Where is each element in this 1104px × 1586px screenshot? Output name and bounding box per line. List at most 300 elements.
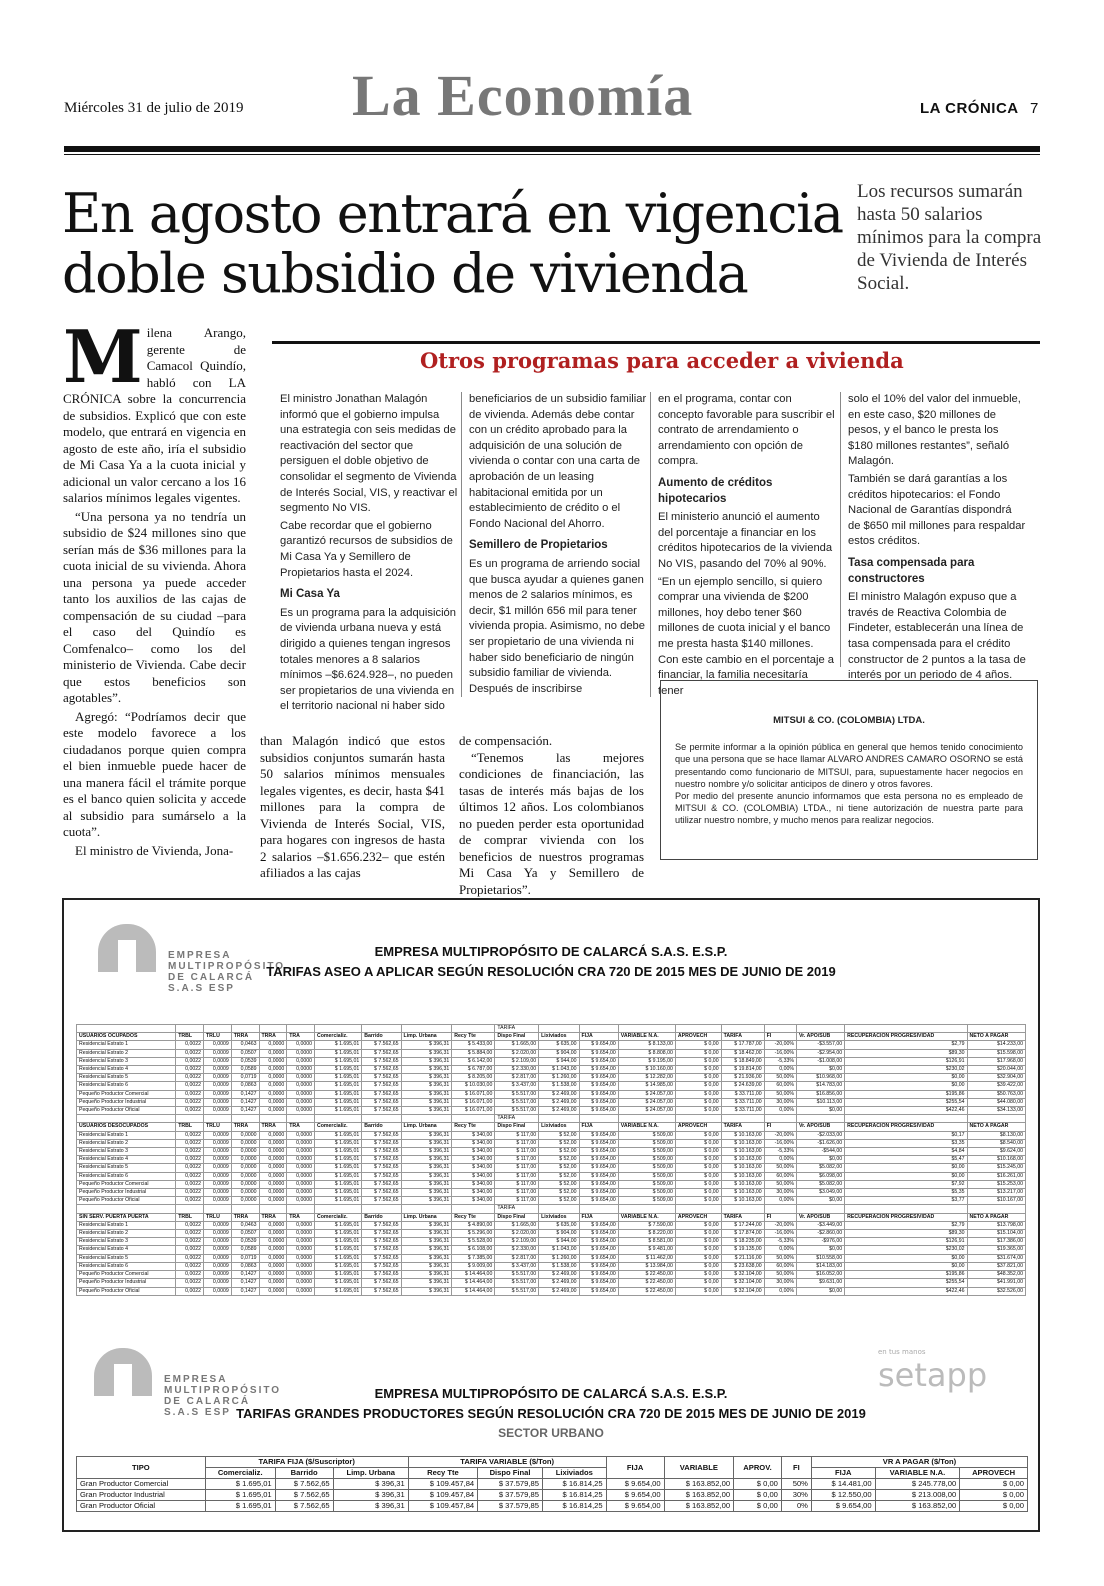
table-cell: 0,0009: [204, 1107, 232, 1115]
box-subheading: Tasa compensada para constructores: [848, 556, 975, 585]
table-cell: $ 7.562,65: [362, 1238, 401, 1246]
table-cell: $ 18.849,00: [721, 1057, 764, 1065]
table-cell: $ 9.654,00: [579, 1180, 618, 1188]
table-cell: $ 1.695,01: [315, 1098, 362, 1106]
table-cell: $ 7.562,65: [362, 1090, 401, 1098]
notice-paragraph-2: Por medio del presente anuncio informamos que esta persona no es empleado de MITSUI & CO. (COLOMBIA) LTDA., ni tiene autorización de nuestra parte para utilizar nuestro nombre, y mucho menos para realizar negocios.: [675, 791, 1023, 826]
table-cell: $89,30: [845, 1230, 967, 1238]
table-cell: $ 14.464,00: [452, 1287, 495, 1295]
table-cell: $ 12.550,00: [811, 1490, 875, 1501]
table-cell: 0,0000: [259, 1139, 287, 1147]
table-cell: $ 16.071,00: [452, 1090, 495, 1098]
table-cell: $31.674,00: [967, 1254, 1025, 1262]
table-cell: [362, 1115, 401, 1123]
table-cell: 0,1427: [231, 1098, 259, 1106]
col-header: RECUPERACION PROGRESIVIDAD: [845, 1213, 967, 1221]
table-cell: $ 0,00: [675, 1164, 721, 1172]
header-rule-thin: [64, 154, 1040, 155]
table-cell: $ 0,00: [675, 1262, 721, 1270]
table-cell: 0,0022: [176, 1230, 204, 1238]
table-cell: $ 163.852,00: [664, 1501, 733, 1512]
table-cell: Residencial Estrato 2: [77, 1049, 176, 1057]
box-paragraph: El ministro Jonathan Malagón informó que el gobierno impulsa una estrategia con seis medidas de reactivación del sector que persiguen el doble objetivo de consolidar el segmento de Vivienda de Interés Social, VIS, y reactivar el segmento No VIS.: [280, 393, 458, 515]
table-cell: 0,0000: [259, 1271, 287, 1279]
table-cell: 0,0000: [287, 1057, 315, 1065]
table-cell: 0,0000: [287, 1107, 315, 1115]
table-cell: $ 52,00: [539, 1172, 579, 1180]
table-cell: $ 7.562,65: [362, 1041, 401, 1049]
table-cell: $ 0,00: [675, 1254, 721, 1262]
table-cell: -5,33%: [764, 1238, 796, 1246]
table-cell: 0,0009: [204, 1049, 232, 1057]
table-row: [77, 1230, 1026, 1238]
table-cell: -$2.033,00: [797, 1131, 845, 1139]
table-cell: 0,0009: [204, 1041, 232, 1049]
table-cell: 0,0022: [176, 1271, 204, 1279]
table-cell: $ 24.057,00: [618, 1098, 675, 1106]
table-cell: $ 944,00: [539, 1238, 579, 1246]
table-cell: 50,00%: [764, 1164, 796, 1172]
table-cell: $ 9.654,00: [579, 1049, 618, 1057]
table-cell: $2,79: [845, 1041, 967, 1049]
table-cell: $ 396,31: [401, 1279, 452, 1287]
col-header: TRA: [287, 1033, 315, 1041]
box-paragraph: beneficiarios de un subsidio familiar de vivienda. Además debe contar con un crédito aprobado para la adquisición de una solución de vivienda o contar con una carta de aprobación de un leasing habitacional emitida por un establecimiento de crédito o el Fondo Nacional del Ahorro.: [469, 393, 647, 530]
table-cell: $ 7.562,65: [362, 1164, 401, 1172]
table-cell: $ 117,00: [495, 1189, 539, 1197]
table-cell: 0,0009: [204, 1172, 232, 1180]
table-cell: 0,0000: [259, 1131, 287, 1139]
table-cell: $ 32.104,00: [721, 1279, 764, 1287]
table-cell: $ 10.163,00: [721, 1156, 764, 1164]
table-row: [77, 1131, 1026, 1139]
table-cell: $ 13.984,00: [618, 1262, 675, 1270]
table-cell: $ 10.163,00: [721, 1164, 764, 1172]
table-cell: 0,0000: [259, 1180, 287, 1188]
table-cell: $230,02: [845, 1066, 967, 1074]
col-header: RECUPERACION PROGRESIVIDAD: [845, 1033, 967, 1041]
table-row: [77, 1148, 1026, 1156]
table-cell: $ 7.590,00: [618, 1221, 675, 1229]
table-cell: $ 1.695,01: [315, 1172, 362, 1180]
table-cell: $ 24.639,00: [721, 1082, 764, 1090]
ad-title-sector: SECTOR URBANO: [498, 1426, 604, 1440]
table-cell: $ 509,00: [618, 1180, 675, 1188]
table-cell: 0,0000: [287, 1041, 315, 1049]
table-cell: $0,00: [845, 1262, 967, 1270]
table-cell: $ 1.665,00: [495, 1041, 539, 1049]
table-cell: $ 37.579,85: [478, 1490, 543, 1501]
table-cell: 0,0000: [259, 1156, 287, 1164]
table-cell: [362, 1025, 401, 1033]
table-cell: $ 52,00: [539, 1164, 579, 1172]
table-cell: [618, 1205, 675, 1213]
table-cell: [675, 1115, 721, 1123]
table-cell: Residencial Estrato 1: [77, 1131, 176, 1139]
table-row: [77, 1501, 1028, 1512]
table-cell: $3,77: [845, 1197, 967, 1205]
table-cell: 0,0000: [259, 1098, 287, 1106]
table-cell: $ 9.654,00: [606, 1490, 664, 1501]
table-cell: 0,0022: [176, 1148, 204, 1156]
table-cell: $ 9.654,00: [579, 1090, 618, 1098]
table-cell: [259, 1025, 287, 1033]
table-cell: 0,00%: [764, 1197, 796, 1205]
table-cell: $ 32.104,00: [721, 1271, 764, 1279]
col-header: Dispo Final: [495, 1123, 539, 1131]
table-cell: $ 0,00: [675, 1180, 721, 1188]
col-header: TRRA: [259, 1213, 287, 1221]
table-cell: $ 1.695,01: [315, 1262, 362, 1270]
table-cell: 0,0000: [231, 1180, 259, 1188]
table-row: [77, 1271, 1026, 1279]
table-cell: $7,92: [845, 1180, 967, 1188]
table-cell: 0,0589: [231, 1066, 259, 1074]
table-cell: [176, 1205, 204, 1213]
table-cell: $ 9.654,00: [606, 1501, 664, 1512]
tariff-table-grandes: [76, 1456, 1028, 1512]
table-cell: $32.526,00: [967, 1287, 1025, 1295]
table-cell: $ 6.787,00: [452, 1066, 495, 1074]
table-cell: $ 1.695,01: [205, 1479, 275, 1490]
table-cell: [176, 1025, 204, 1033]
table-cell: $ 7.562,65: [362, 1066, 401, 1074]
table-cell: $ 0,00: [734, 1479, 782, 1490]
table-cell: 0,0022: [176, 1180, 204, 1188]
col-header: TIPO: [77, 1457, 206, 1479]
table-cell: $ 37.579,85: [478, 1501, 543, 1512]
table-cell: $ 509,00: [618, 1139, 675, 1147]
col-header: TRRA: [231, 1123, 259, 1131]
table-cell: 0,0000: [287, 1172, 315, 1180]
table-cell: $ 9.654,00: [579, 1238, 618, 1246]
table-cell: $ 9.654,00: [579, 1057, 618, 1065]
col-header: VARIABLE: [664, 1457, 733, 1479]
table-cell: Residencial Estrato 4: [77, 1066, 176, 1074]
table-cell: $ 0,00: [675, 1172, 721, 1180]
table-cell: $ 396,31: [401, 1197, 452, 1205]
table-cell: $ 7.562,65: [362, 1221, 401, 1229]
table-cell: 0,0000: [259, 1221, 287, 1229]
table-cell: $ 7.562,65: [362, 1189, 401, 1197]
table-cell: 0,0022: [176, 1082, 204, 1090]
table-cell: $ 52,00: [539, 1189, 579, 1197]
table-cell: Pequeño Productor Comercial: [77, 1180, 176, 1188]
table-cell: $ 1.695,01: [315, 1090, 362, 1098]
table-cell: $ 52,00: [539, 1148, 579, 1156]
ad-title-tariffs: TARIFAS ASEO A APLICAR SEGÚN RESOLUCIÓN CRA 720 DE 2015 MES DE JUNIO DE 2019: [266, 964, 836, 979]
table-cell: -$544,00: [797, 1148, 845, 1156]
table-cell: 0,0507: [231, 1049, 259, 1057]
table-cell: Gran Productor Oficial: [77, 1501, 206, 1512]
table-cell: $ 509,00: [618, 1148, 675, 1156]
table-cell: 0,0022: [176, 1262, 204, 1270]
table-cell: $ 7.562,65: [362, 1279, 401, 1287]
table-cell: 0,0022: [176, 1254, 204, 1262]
table-cell: Residencial Estrato 6: [77, 1172, 176, 1180]
table-cell: $ 7.562,65: [362, 1197, 401, 1205]
table-cell: $ 1.260,00: [539, 1074, 579, 1082]
table-cell: $ 5.517,00: [495, 1279, 539, 1287]
table-cell: $ 17.244,00: [721, 1221, 764, 1229]
table-cell: $ 0,00: [675, 1041, 721, 1049]
table-cell: 0,0000: [259, 1246, 287, 1254]
table-cell: Residencial Estrato 5: [77, 1164, 176, 1172]
table-cell: $ 10.163,00: [721, 1180, 764, 1188]
table-cell: $ 0,00: [675, 1197, 721, 1205]
table-cell: 0,0863: [231, 1082, 259, 1090]
table-cell: $ 1.695,01: [315, 1164, 362, 1172]
table-cell: $ 33.711,00: [721, 1090, 764, 1098]
table-cell: $ 1.695,01: [315, 1221, 362, 1229]
table-cell: $ 8.581,00: [618, 1238, 675, 1246]
table-cell: $10.113,00: [797, 1098, 845, 1106]
table-cell: $ 396,31: [401, 1172, 452, 1180]
table-cell: $ 10.163,00: [721, 1139, 764, 1147]
table-cell: [231, 1115, 259, 1123]
table-cell: Pequeño Productor Comercial: [77, 1090, 176, 1098]
col-header: Comercializ.: [315, 1033, 362, 1041]
col3-paragraph-2: “Tenemos las mejores condiciones de financiación, las tasas de interés más bajas de los últimos 12 años. Los colombianos no pueden perder esta oportunidad de comprar vivienda con los beneficios de nuestros programas Mi Casa Ya y Semillero de Propietarios”.: [459, 749, 644, 897]
table-cell: $422,46: [845, 1107, 967, 1115]
table-cell: $ 2.469,00: [539, 1090, 579, 1098]
col-header: FIJA: [579, 1213, 618, 1221]
notice-paragraph-1: Se permite informar a la opinión pública en general que hemos tenido conocimiento que una persona que se hace llamar ALVARO ANDRES CAMARO OSORNO se está presentando como funcionario de MITSUI, para, supuestamente hacer negocios en nuestro nombre y/o solicitar anticipos de dinero y otros favores.: [675, 742, 1023, 789]
table-cell: $ 7.562,65: [275, 1479, 333, 1490]
col-header: APROVECH: [675, 1123, 721, 1131]
table-cell: $ 117,00: [495, 1131, 539, 1139]
table-cell: 60,00%: [764, 1262, 796, 1270]
col-header: VR A PAGAR ($/Ton): [811, 1457, 1027, 1468]
table-cell: 0,0009: [204, 1262, 232, 1270]
box-paragraph: El ministerio anunció el aumento del porcentaje a financiar en los créditos hipotecarios de la vivienda No VIS, pasando del 70% al 90%.: [658, 511, 833, 570]
table-row: [77, 1041, 1026, 1049]
table-cell: $ 7.562,65: [362, 1287, 401, 1295]
table-cell: 50,00%: [764, 1180, 796, 1188]
table-cell: $ 163.852,00: [664, 1479, 733, 1490]
table-cell: $0,00: [845, 1082, 967, 1090]
table-cell: 0,0000: [287, 1049, 315, 1057]
table-cell: $ 1.695,01: [315, 1074, 362, 1082]
table-cell: 0,0022: [176, 1098, 204, 1106]
table-cell: [539, 1115, 579, 1123]
table-cell: -20,00%: [764, 1131, 796, 1139]
table-cell: $ 52,00: [539, 1156, 579, 1164]
table-cell: 50%: [781, 1479, 811, 1490]
table-cell: $ 8.205,00: [452, 1074, 495, 1082]
table-cell: $ 5.884,00: [452, 1049, 495, 1057]
table-cell: $3.049,00: [797, 1189, 845, 1197]
table-cell: 0,0719: [231, 1074, 259, 1082]
table-cell: $ 340,00: [452, 1164, 495, 1172]
col-header: TRBL: [176, 1033, 204, 1041]
table-cell: 0,0000: [259, 1082, 287, 1090]
table-row: [77, 1238, 1026, 1246]
table-cell: 0,1427: [231, 1271, 259, 1279]
table-cell: $ 509,00: [618, 1189, 675, 1197]
table-cell: Residencial Estrato 4: [77, 1156, 176, 1164]
table-cell: $ 7.562,65: [362, 1156, 401, 1164]
table-cell: $17.386,00: [967, 1238, 1025, 1246]
table-cell: $ 0,00: [675, 1246, 721, 1254]
table-cell: $14.233,00: [967, 1041, 1025, 1049]
col-header: TARIFA: [721, 1033, 764, 1041]
article-column-2: than Malagón indicó que estos subsidios conjuntos sumarán hasta 50 salarios mínimos mensuales legales vigentes, es decir, hasta $41 millones para la compra de Vivienda de Interés Social, VIS, para hogares con ingresos de hasta 2 salarios –$1.656.232– que estén afiliados a las cajas: [260, 733, 445, 880]
table-cell: $ 396,31: [401, 1090, 452, 1098]
table-cell: $ 0,00: [734, 1490, 782, 1501]
ad-title-grandes: TARIFAS GRANDES PRODUCTORES SEGÚN RESOLUCIÓN CRA 720 DE 2015 MES DE JUNIO DE 2019: [236, 1406, 866, 1421]
table-cell: 0,0000: [231, 1156, 259, 1164]
table-cell: [764, 1115, 796, 1123]
col-header: NETO A PAGAR: [967, 1033, 1025, 1041]
table-cell: $ 1.695,01: [315, 1066, 362, 1074]
table-cell: $ 396,31: [401, 1131, 452, 1139]
box-column-1: [280, 392, 458, 717]
section-tarifa-row: [77, 1205, 1026, 1213]
table-cell: $ 1.043,00: [539, 1246, 579, 1254]
table-cell: 0,0000: [287, 1139, 315, 1147]
table-cell: [618, 1025, 675, 1033]
table-cell: [797, 1025, 845, 1033]
table-cell: [721, 1115, 764, 1123]
col-header: Limp. Urbana: [401, 1033, 452, 1041]
box-paragraph: “En un ejemplo sencillo, si quiero comprar una vivienda de $200 millones, hoy debo tener $60 millones de cuota inicial y el banco me presta hasta $140 millones. Con este cambio en el porcentaje a financiar, la familia necesitaría tener: [658, 575, 835, 697]
col-header: Lixiviados: [539, 1033, 579, 1041]
table-cell: 30,00%: [764, 1279, 796, 1287]
table-cell: $ 117,00: [495, 1197, 539, 1205]
section-name: USUARIOS OCUPADOS: [77, 1033, 176, 1041]
table-cell: $16.856,00: [797, 1090, 845, 1098]
drop-cap: M: [63, 314, 143, 399]
table-cell: 0,0000: [287, 1074, 315, 1082]
table-cell: $ 8.808,00: [618, 1049, 675, 1057]
table-cell: [452, 1115, 495, 1123]
table-cell: 0,0589: [231, 1246, 259, 1254]
table-cell: 0,0000: [231, 1148, 259, 1156]
table-cell: $255,54: [845, 1279, 967, 1287]
table-cell: $ 2.020,00: [495, 1049, 539, 1057]
table-cell: 30%: [781, 1490, 811, 1501]
table-cell: 0,0000: [259, 1197, 287, 1205]
table-cell: $ 340,00: [452, 1139, 495, 1147]
table-cell: [797, 1205, 845, 1213]
tariff-table-aseo: [76, 1024, 1026, 1296]
table-cell: $ 0,00: [734, 1501, 782, 1512]
table-cell: [618, 1115, 675, 1123]
table-cell: $ 5.528,00: [452, 1238, 495, 1246]
table-cell: $ 904,00: [539, 1230, 579, 1238]
table-cell: $ 9.654,00: [579, 1279, 618, 1287]
table-cell: $0,00: [797, 1066, 845, 1074]
table-cell: 0,0009: [204, 1246, 232, 1254]
table-cell: 0,0000: [259, 1279, 287, 1287]
table-cell: $ 14.464,00: [452, 1279, 495, 1287]
table-cell: $ 117,00: [495, 1139, 539, 1147]
table-cell: Residencial Estrato 3: [77, 1057, 176, 1065]
table-cell: $ 1.695,01: [315, 1197, 362, 1205]
table-cell: 0,0000: [259, 1066, 287, 1074]
table-cell: $ 944,00: [539, 1057, 579, 1065]
table-cell: $ 9.654,00: [579, 1262, 618, 1270]
col-header: FIJA: [579, 1123, 618, 1131]
table-cell: 50,00%: [764, 1254, 796, 1262]
table-cell: $ 37.579,85: [478, 1479, 543, 1490]
table-cell: $ 0,00: [675, 1107, 721, 1115]
table-cell: [845, 1205, 967, 1213]
col-header: TRA: [287, 1123, 315, 1131]
table-cell: $ 1.695,01: [315, 1189, 362, 1197]
table-cell: -$2.860,00: [797, 1230, 845, 1238]
table-cell: $8.130,00: [967, 1131, 1025, 1139]
table-cell: [452, 1205, 495, 1213]
table-cell: $10.168,00: [967, 1156, 1025, 1164]
box-paragraph: en el programa, contar con concepto favorable para suscribir el contrato de arrendamiento o arrendamiento con opción de compra.: [658, 393, 835, 468]
table-cell: $ 11.462,00: [618, 1254, 675, 1262]
section-name: USUARIOS DESOCUPADOS: [77, 1123, 176, 1131]
table-cell: $ 9.654,00: [579, 1082, 618, 1090]
column-divider: [840, 392, 841, 667]
article-headline: En agosto entrará en vigencia doble subsidio de vivienda: [62, 182, 843, 305]
table-cell: [204, 1025, 232, 1033]
col-subheader: Recy Tte: [408, 1468, 477, 1479]
table-cell: $16.261,00: [967, 1172, 1025, 1180]
table-cell: 0,1427: [231, 1090, 259, 1098]
table-cell: $ 9.654,00: [579, 1230, 618, 1238]
table-cell: [231, 1025, 259, 1033]
newspaper-brand: LA CRÓNICA: [920, 100, 1019, 117]
table-cell: $ 9.654,00: [811, 1501, 875, 1512]
table-row: [77, 1246, 1026, 1254]
table-cell: $ 109.457,84: [408, 1479, 477, 1490]
section-header-row: [77, 1123, 1026, 1131]
col-header: TRBL: [176, 1213, 204, 1221]
table-cell: $ 0,00: [675, 1238, 721, 1246]
table-cell: 0,0000: [259, 1164, 287, 1172]
table-cell: $ 1.538,00: [539, 1262, 579, 1270]
section-tarifa-row: [77, 1025, 1026, 1033]
section-tarifa-row: [77, 1115, 1026, 1123]
table-cell: 30,00%: [764, 1189, 796, 1197]
table-cell: TARIFA: [495, 1205, 539, 1213]
table-cell: 0,0000: [287, 1230, 315, 1238]
table-cell: $32.904,00: [967, 1074, 1025, 1082]
table-cell: 0,0000: [231, 1164, 259, 1172]
table-cell: 0,0000: [287, 1082, 315, 1090]
table-row: [77, 1197, 1026, 1205]
table-cell: 0,0000: [259, 1148, 287, 1156]
table-cell: 0,0022: [176, 1049, 204, 1057]
col-header: VARIABLE N.A.: [618, 1123, 675, 1131]
table-cell: 0%: [781, 1501, 811, 1512]
table-cell: $195,86: [845, 1090, 967, 1098]
col-subheader: Comercializ.: [205, 1468, 275, 1479]
col-header: Vr. APO/SUB: [797, 1213, 845, 1221]
table-cell: $ 9.654,00: [579, 1107, 618, 1115]
table-cell: $255,54: [845, 1098, 967, 1106]
table-cell: $ 1.695,01: [315, 1148, 362, 1156]
table-cell: $9.631,00: [797, 1279, 845, 1287]
table-cell: $ 9.481,00: [618, 1246, 675, 1254]
table-cell: 0,0000: [259, 1189, 287, 1197]
table-cell: $ 23.638,00: [721, 1262, 764, 1270]
table-cell: [315, 1205, 362, 1213]
table-cell: -$1.626,00: [797, 1139, 845, 1147]
table-cell: $ 396,31: [401, 1057, 452, 1065]
table-cell: $ 1.260,00: [539, 1254, 579, 1262]
table-cell: [845, 1115, 967, 1123]
table-cell: $ 396,31: [401, 1148, 452, 1156]
table-cell: $ 1.695,01: [315, 1107, 362, 1115]
